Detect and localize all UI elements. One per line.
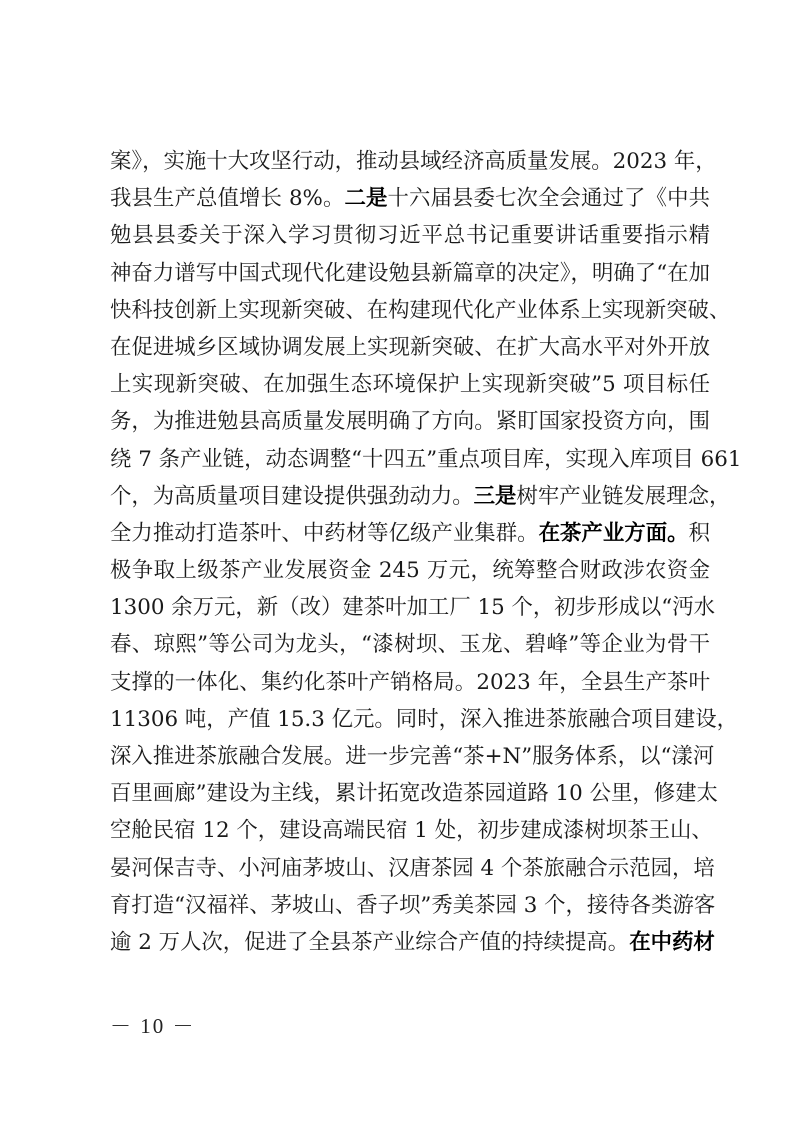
text-line [110, 887, 716, 924]
text-segment: 支撑的一体化、集约化茶叶产销格局。2023 年，全县生产茶叶 [110, 669, 710, 695]
text-segment: 上实现新突破、在加强生态环境保护上实现新突破”5 项目标任 [110, 372, 710, 398]
text-segment: 树牢产业链发展理念， [516, 483, 731, 509]
bold-heading-text: 二是 [344, 186, 388, 212]
text-line [110, 292, 731, 329]
text-line [110, 850, 715, 887]
text-line [110, 403, 710, 440]
bold-heading-text: 在茶产业方面。 [538, 520, 689, 546]
text-segment: 11306 吨，产值 15.3 亿元。同时，深入推进茶旅融合项目建设， [110, 706, 739, 732]
text-line [110, 738, 715, 775]
text-line [110, 255, 710, 292]
text-line [110, 217, 710, 254]
text-segment: 全力推动打造茶叶、中药材等亿级产业集群。 [110, 520, 539, 546]
text-line [110, 664, 710, 701]
text-segment: 勉县县委关于深入学习贯彻习近平总书记重要讲话重要指示精 [110, 223, 710, 249]
page-number: － 10 － [110, 1014, 196, 1038]
text-line [110, 775, 718, 812]
text-segment: 个，为高质量项目建设提供强劲动力。 [110, 483, 474, 509]
text-line [110, 589, 715, 626]
text-segment: 在促进城乡区域协调发展上实现新突破、在扩大高水平对外开放 [110, 334, 710, 360]
text-segment: 百里画廊”建设为主线，累计拓宽改造茶园道路 10 公里，修建太 [110, 781, 718, 807]
text-line [110, 329, 710, 366]
text-segment: 春、琼熙”等公司为龙头，“漆树坝、玉龙、碧峰”等企业为骨干 [110, 632, 710, 658]
text-line [110, 143, 717, 180]
text-line [110, 441, 742, 478]
text-line [110, 515, 710, 552]
text-line [110, 180, 710, 217]
bold-heading-text: 在中药材 [629, 929, 715, 955]
text-segment: 极争取上级茶产业发展资金 245 万元，统筹整合财政涉农资金 [110, 558, 710, 584]
text-line [110, 552, 710, 589]
text-segment: 十六届县委七次全会通过了《中共 [387, 186, 710, 212]
text-segment: 绕 7 条产业链，动态调整“十四五”重点项目库，实现入库项目 661 [110, 446, 742, 472]
bold-heading-text: 三是 [473, 483, 517, 509]
text-segment: 空舱民宿 12 个，建设高端民宿 1 处，初步建成漆树坝茶王山、 [110, 818, 713, 844]
text-segment: 育打造“汉福祥、茅坡山、香子坝”秀美茶园 3 个，接待各类游客 [110, 892, 716, 918]
text-segment: 晏河保吉寺、小河庙茅坡山、汉唐茶园 4 个茶旅融合示范园，培 [110, 855, 715, 881]
text-segment: 积 [688, 520, 710, 546]
text-segment: 案》，实施十大攻坚行动，推动县域经济高质量发展。2023 年， [110, 149, 717, 174]
text-segment: 神奋力谱写中国式现代化建设勉县新篇章的决定》，明确了“在加 [110, 260, 710, 286]
text-line [110, 812, 713, 849]
text-segment: 深入推进茶旅融合发展。进一步完善“茶+N”服务体系，以“漾河 [110, 744, 715, 769]
text-segment: 我县生产总值增长 8%。 [110, 186, 345, 212]
text-line [110, 626, 710, 663]
text-segment: 务，为推进勉县高质量发展明确了方向。紧盯国家投资方向，围 [110, 409, 710, 435]
text-line [110, 478, 731, 515]
text-line [110, 701, 739, 738]
text-segment: 快科技创新上实现新突破、在构建现代化产业体系上实现新突破、 [110, 297, 731, 323]
body-text [110, 143, 742, 961]
text-segment: 逾 2 万人次，促进了全县茶产业综合产值的持续提高。 [110, 929, 630, 955]
text-line [110, 366, 710, 403]
text-segment: 1300 余万元，新（改）建茶叶加工厂 15 个，初步形成以“沔水 [110, 595, 715, 621]
text-line [110, 924, 715, 961]
